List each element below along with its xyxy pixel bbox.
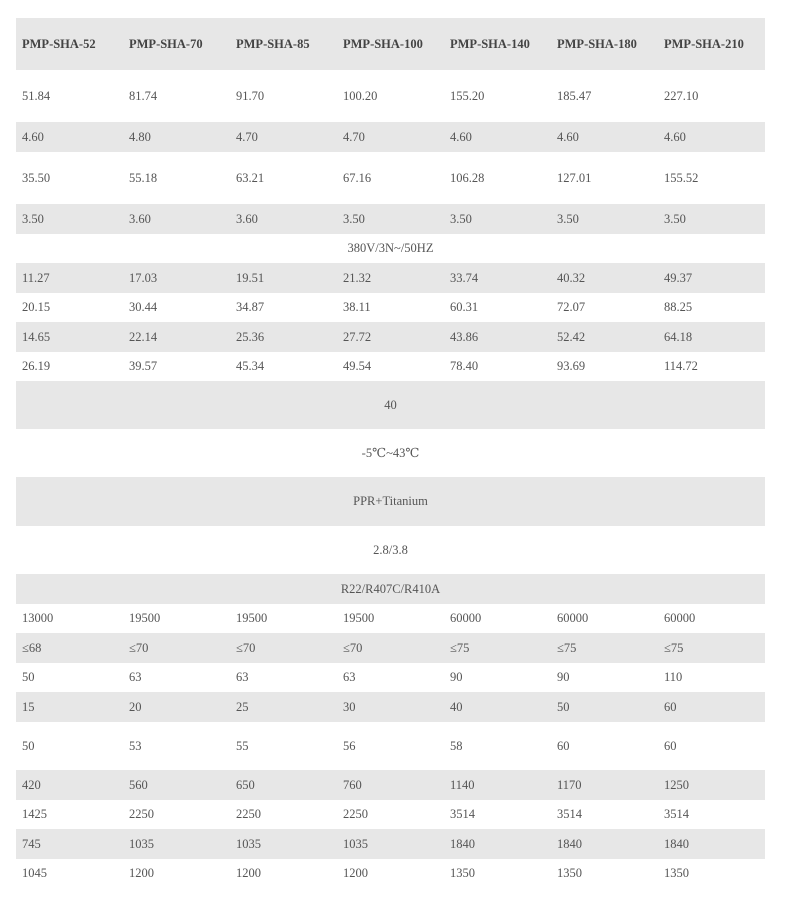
table-cell: 1350 (557, 866, 582, 880)
table-cell: 30.44 (129, 300, 158, 314)
table-cell: 4.70 (343, 129, 365, 144)
table-cell: 21.32 (343, 270, 372, 285)
table-cell: ≤75 (450, 640, 470, 655)
table-cell: 1840 (450, 836, 475, 851)
table-cell: 53 (129, 738, 142, 753)
table-cell: 91.70 (236, 88, 265, 103)
table-cell: 3.50 (22, 211, 44, 226)
table-row (16, 352, 765, 381)
merged-cell: 380V/3N~/50HZ (347, 241, 434, 255)
table-cell: 93.69 (557, 359, 586, 373)
table-cell: 1170 (557, 777, 582, 792)
table-cell: ≤70 (343, 640, 363, 655)
table-cell: 227.10 (664, 88, 699, 103)
table-cell: 27.72 (343, 329, 372, 344)
table-cell: 155.52 (664, 170, 699, 185)
table-cell: 67.16 (343, 170, 372, 185)
table-cell: 1200 (129, 866, 154, 880)
table-cell: 420 (22, 777, 41, 792)
table-cell: 3.50 (664, 211, 686, 226)
merged-cell: 40 (384, 397, 397, 412)
table-cell: 63 (343, 670, 356, 684)
table-row (16, 692, 765, 722)
table-cell: 40 (450, 699, 463, 714)
table-cell: 60000 (557, 611, 589, 625)
table-cell: 4.80 (129, 129, 151, 144)
table-cell: 50 (22, 670, 35, 684)
table-cell: 3.50 (557, 211, 579, 226)
table-cell: 19.51 (236, 270, 265, 285)
table-row-merged (16, 574, 765, 604)
table-cell: 19500 (129, 611, 161, 625)
table-cell: 60 (664, 738, 677, 753)
table-cell: 60000 (450, 611, 482, 625)
table-cell: 49.54 (343, 359, 372, 373)
table-cell: 1840 (664, 836, 689, 851)
table-cell: 3.50 (343, 211, 365, 226)
table-cell: 2250 (129, 807, 154, 821)
table-cell: 55.18 (129, 170, 158, 185)
table-cell: 1350 (664, 866, 689, 880)
table-cell: 60.31 (450, 300, 479, 314)
header-cell: PMP-SHA-52 (22, 36, 96, 51)
table-cell: 17.03 (129, 270, 158, 285)
table-cell: 4.60 (557, 129, 579, 144)
table-cell: 33.74 (450, 270, 479, 285)
header-cell: PMP-SHA-85 (236, 36, 310, 51)
table-row-merged (16, 381, 765, 429)
table-cell: 1035 (129, 836, 154, 851)
table-cell: 2250 (236, 807, 261, 821)
merged-cell: 2.8/3.8 (373, 542, 408, 557)
header-cell: PMP-SHA-210 (664, 36, 744, 51)
table-cell: 72.07 (557, 300, 586, 314)
table-cell: 25.36 (236, 329, 265, 344)
table-cell: 20.15 (22, 300, 51, 314)
table-cell: 1045 (22, 866, 47, 880)
header-cell: PMP-SHA-100 (343, 36, 423, 51)
table-row-merged (16, 526, 765, 574)
spec-table (16, 18, 765, 888)
table-cell: 60 (557, 738, 570, 753)
table-cell: 3.60 (236, 211, 258, 226)
table-cell: 760 (343, 777, 362, 792)
table-row-merged (16, 477, 765, 526)
table-cell: 110 (664, 670, 683, 684)
table-row (16, 293, 765, 322)
table-cell: 52.42 (557, 329, 586, 344)
table-cell: 43.86 (450, 329, 479, 344)
table-cell: 50 (557, 699, 570, 714)
table-cell: ≤68 (22, 640, 42, 655)
table-cell: 4.60 (450, 129, 472, 144)
table-cell: 49.37 (664, 270, 693, 285)
table-cell: 63 (236, 670, 249, 684)
table-cell: 4.60 (664, 129, 686, 144)
table-row (16, 604, 765, 633)
table-row-merged (16, 429, 765, 477)
table-row (16, 122, 765, 152)
table-cell: 3514 (664, 807, 689, 821)
table-cell: 19500 (343, 611, 375, 625)
table-cell: 26.19 (22, 359, 51, 373)
table-cell: 60 (664, 699, 677, 714)
header-cell: PMP-SHA-140 (450, 36, 530, 51)
table-cell: 81.74 (129, 88, 158, 103)
merged-cell: -5℃~43℃ (361, 446, 420, 460)
table-cell: 650 (236, 777, 255, 792)
table-cell: 45.34 (236, 359, 265, 373)
table-cell: 106.28 (450, 170, 485, 185)
table-cell: ≤70 (129, 640, 149, 655)
table-cell: 1200 (236, 866, 261, 880)
table-cell: 64.18 (664, 329, 693, 344)
table-cell: 55 (236, 738, 249, 753)
table-row (16, 204, 765, 234)
table-cell: 39.57 (129, 359, 158, 373)
table-cell: 745 (22, 836, 41, 851)
table-cell: 20 (129, 699, 142, 714)
table-cell: 15 (22, 699, 35, 714)
table-row (16, 263, 765, 293)
table-row (16, 633, 765, 663)
table-cell: 100.20 (343, 88, 378, 103)
table-row (16, 829, 765, 859)
table-cell: ≤70 (236, 640, 256, 655)
table-cell: 4.70 (236, 129, 258, 144)
table-cell: 30 (343, 699, 356, 714)
table-cell: 19500 (236, 611, 268, 625)
table-row (16, 70, 765, 122)
table-cell: 78.40 (450, 359, 479, 373)
table-cell: 560 (129, 777, 148, 792)
table-cell: 35.50 (22, 170, 51, 185)
table-cell: 63 (129, 670, 142, 684)
table-cell: ≤75 (557, 640, 577, 655)
merged-cell: PPR+Titanium (353, 494, 428, 508)
table-cell: 13000 (22, 611, 54, 625)
table-cell: 2250 (343, 807, 368, 821)
table-cell: 60000 (664, 611, 696, 625)
table-cell: ≤75 (664, 640, 684, 655)
table-cell: 1350 (450, 866, 475, 880)
table-cell: 4.60 (22, 129, 44, 144)
table-cell: 25 (236, 699, 249, 714)
header-row (16, 18, 765, 70)
table-cell: 56 (343, 738, 356, 753)
table-cell: 1425 (22, 807, 47, 821)
table-cell: 11.27 (22, 270, 50, 285)
table-cell: 127.01 (557, 170, 592, 185)
table-cell: 1035 (343, 836, 368, 851)
table-cell: 3514 (557, 807, 582, 821)
table-cell: 3.50 (450, 211, 472, 226)
table-row (16, 152, 765, 204)
table-cell: 14.65 (22, 329, 51, 344)
table-cell: 1840 (557, 836, 582, 851)
merged-cell: R22/R407C/R410A (340, 581, 441, 596)
table-row (16, 859, 765, 888)
table-cell: 155.20 (450, 88, 485, 103)
table-cell: 114.72 (664, 359, 698, 373)
table-row-merged (16, 234, 765, 263)
table-cell: 38.11 (343, 300, 371, 314)
table-cell: 1035 (236, 836, 261, 851)
table-cell: 34.87 (236, 300, 265, 314)
table-cell: 90 (557, 670, 570, 684)
table-cell: 58 (450, 738, 463, 753)
table-cell: 40.32 (557, 270, 586, 285)
table-row (16, 800, 765, 829)
table-cell: 90 (450, 670, 463, 684)
header-cell: PMP-SHA-180 (557, 36, 637, 51)
table-cell: 63.21 (236, 170, 265, 185)
table-row (16, 663, 765, 692)
table-cell: 1200 (343, 866, 368, 880)
table-cell: 88.25 (664, 300, 693, 314)
table-cell: 22.14 (129, 329, 158, 344)
table-cell: 3514 (450, 807, 475, 821)
table-cell: 1140 (450, 777, 475, 792)
table-row (16, 770, 765, 800)
table-cell: 50 (22, 738, 35, 753)
table-cell: 51.84 (22, 88, 51, 103)
table-cell: 1250 (664, 777, 689, 792)
table-cell: 3.60 (129, 211, 151, 226)
table-row (16, 322, 765, 352)
table-row (16, 722, 765, 770)
header-cell: PMP-SHA-70 (129, 36, 203, 51)
table-cell: 185.47 (557, 88, 592, 103)
